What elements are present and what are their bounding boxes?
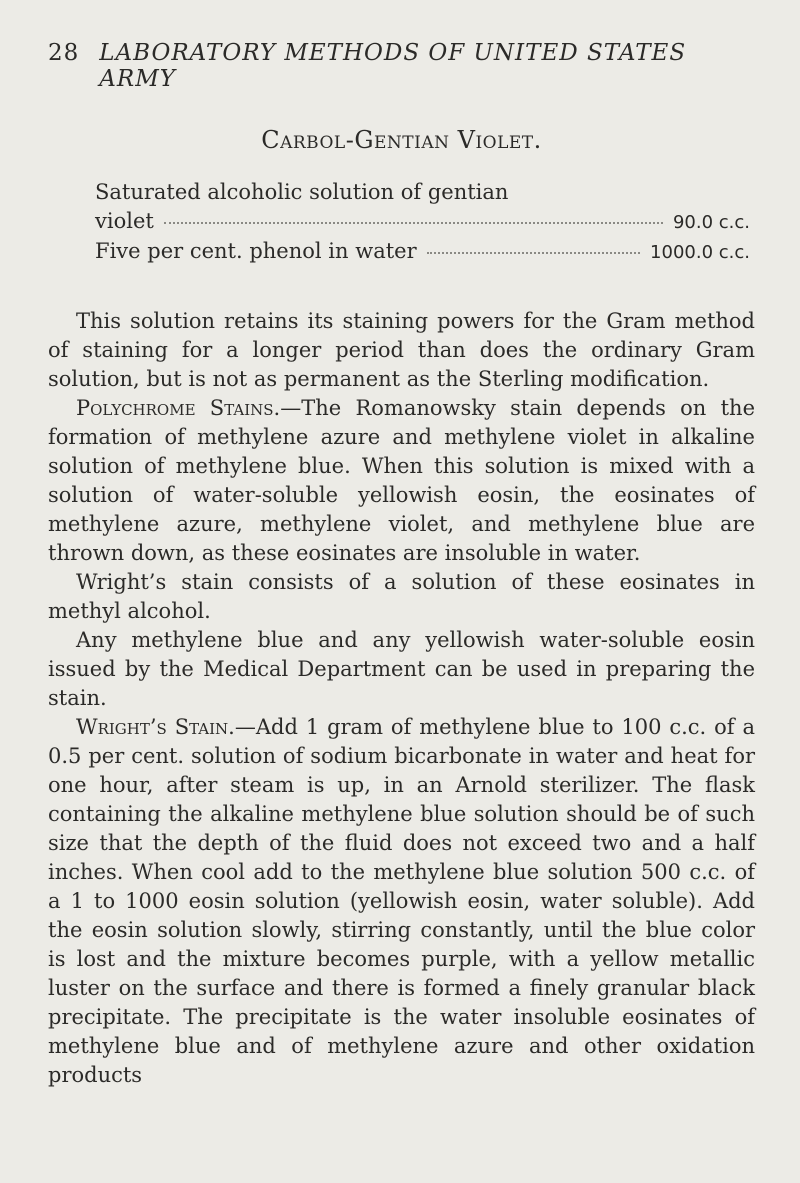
formula-amount: 1000.0 c.c. — [650, 242, 750, 263]
running-head — [48, 40, 755, 92]
paragraph-lead: Polychrome Stains. — [76, 396, 281, 420]
paragraph-text: This solution retains its staining powers for the Gram method of staining for a longer period than does the ordinary Gram solution, but is not as permanent as the Sterling modification. — [48, 309, 755, 391]
paragraph — [48, 307, 755, 394]
formula-row — [95, 178, 750, 207]
formula-substance: violet — [95, 209, 154, 233]
formula-row — [95, 237, 750, 267]
formula-substance: Five per cent. phenol in water — [95, 239, 417, 263]
formula-amount: 90.0 c.c. — [672, 212, 750, 233]
formula-table — [95, 178, 755, 267]
leader-dots — [164, 221, 663, 224]
paragraph-text: —The Romanowsky stain depends on the formation of methylene azure and methylene violet in alkaline solution of methylene blue. When this solution is mixed with a solution of water-soluble yellowish eosin, the eosinates of methylene azure, methylene violet, and methylene blue are thrown down, as these eosinates are insoluble in water. — [48, 396, 755, 565]
running-head-title: LABORATORY METHODS OF UNITED STATES ARMY — [99, 40, 687, 92]
paragraph — [48, 626, 755, 713]
section-title: Carbol-Gentian Violet. — [261, 126, 542, 154]
leader-dots — [427, 251, 640, 254]
paragraph-lead: Wright’s Stain. — [76, 715, 235, 739]
paragraph — [48, 394, 755, 568]
paragraph — [48, 568, 755, 626]
page-number: 28 — [48, 40, 80, 66]
paragraph-text: —Add 1 gram of methylene blue to 100 c.c. of a 0.5 per cent. solution of sodium bicarbonate in water and heat for one hour, after steam is up, in an Arnold sterilizer. The flask containing the alkaline methylene blue solution should be of such size that the depth of the fluid does not exceed two and a half inches. When cool add to the methylene blue solution 500 c.c. of a 1 to 1000 eosin solution (yellowish eosin, water soluble). Add the eosin solution slowly, stirring constantly, until the blue color is lost and the mixture becomes purple, with a yellow metallic luster on the surface and there is formed a finely granular black precipitate. The precipitate is the water insoluble eosinates of methylene blue and of methylene azure and other oxidation products — [48, 715, 755, 1087]
body-text — [48, 307, 755, 1090]
paragraph-text: Wright’s stain consists of a solution of these eosinates in methyl alcohol. — [48, 570, 755, 623]
formula-row — [95, 207, 750, 237]
formula-substance: Saturated alcoholic solution of gentian — [95, 180, 509, 204]
paragraph — [48, 713, 755, 1090]
paragraph-text: Any methylene blue and any yellowish water-soluble eosin issued by the Medical Department can be used in preparing the stain. — [48, 628, 755, 710]
